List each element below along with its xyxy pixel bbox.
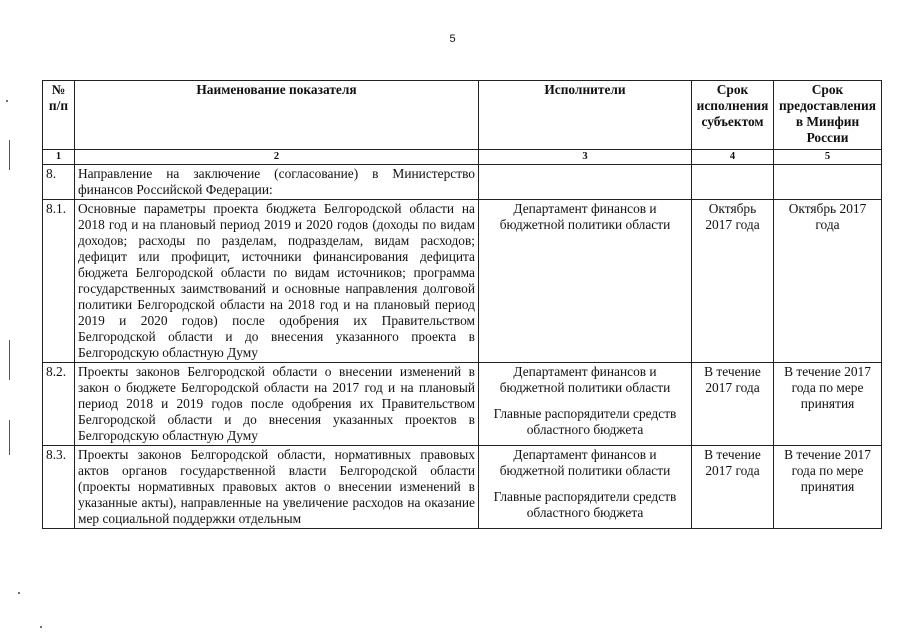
row-executors <box>479 200 692 363</box>
row-executor: Главные распорядители средств областного бюджета <box>493 489 677 520</box>
column-number-row <box>43 150 882 165</box>
scan-dot <box>18 592 20 594</box>
header-executors: Исполнители <box>479 81 692 150</box>
row-executor: Департамент финансов и бюджетной политики области <box>499 364 671 395</box>
column-number: 5 <box>774 150 882 165</box>
table-row <box>43 363 882 446</box>
row-num: 8.1. <box>43 200 75 363</box>
row-executors <box>479 165 692 200</box>
row-submit: В течение 2017 года по мере принятия <box>774 363 882 446</box>
header-submit: Срок предоставления в Минфин России <box>774 81 882 150</box>
table-row <box>43 446 882 529</box>
scan-margin-mark <box>9 340 10 380</box>
row-submit: Октябрь 2017 года <box>774 200 882 363</box>
row-deadline: В течение 2017 года <box>692 446 774 529</box>
scan-dot <box>40 626 42 628</box>
row-num: 8.2. <box>43 363 75 446</box>
page-number: 5 <box>449 33 456 45</box>
column-number: 2 <box>75 150 479 165</box>
table-header-row <box>43 81 882 150</box>
header-deadline: Срок исполнения субъектом <box>692 81 774 150</box>
row-deadline <box>692 165 774 200</box>
header-name: Наименование показателя <box>75 81 479 150</box>
row-name: Основные параметры проекта бюджета Белгородской области на 2018 год и на плановый период 2019 и 2020 годов (доходы по видам доходов; расходы по разделам, подразделам, видам расходов; дефицит или профицит, источники финансирования дефицита бюджета Белгородской области по видам источников; программа государственных заимствований и основные направления долговой политики Белгородской области на 2018 год и на плановый период 2019 и 2020 годов) после одобрения их Правительством Белгородской области и до внесения указанного проекта в Белгородскую областную Думу <box>75 200 479 363</box>
row-name: Направление на заключение (согласование) в Министерство финансов Российской Федерации: <box>75 165 479 200</box>
scan-margin-mark <box>9 420 10 455</box>
column-number: 3 <box>479 150 692 165</box>
row-num: 8.3. <box>43 446 75 529</box>
scan-margin-mark <box>9 140 10 170</box>
row-executor: Главные распорядители средств областного бюджета <box>493 406 677 437</box>
row-submit <box>774 165 882 200</box>
row-name: Проекты законов Белгородской области, нормативных правовых актов органов государственной власти Белгородской области (проекты нормативных правовых актов о внесении изменений в указанные акты), направленные на увеличение расходов на оказание мер социальной поддержки отдельным <box>75 446 479 529</box>
row-executors <box>479 363 692 446</box>
row-executor: Департамент финансов и бюджетной политики области <box>499 201 671 232</box>
row-name: Проекты законов Белгородской области о внесении изменений в закон о бюджете Белгородской области на 2017 год и на плановый период 2018 и 2019 годов после одобрения их Правительством Белгородской области и до внесения указанных проектов в Белгородскую областную Думу <box>75 363 479 446</box>
row-submit: В течение 2017 года по мере принятия <box>774 446 882 529</box>
row-executor: Департамент финансов и бюджетной политики области <box>499 447 671 478</box>
document-table <box>42 80 882 529</box>
row-deadline: В течение 2017 года <box>692 363 774 446</box>
column-number: 4 <box>692 150 774 165</box>
header-num: № п/п <box>43 81 75 150</box>
table-row <box>43 200 882 363</box>
column-number: 1 <box>43 150 75 165</box>
row-deadline: Октябрь 2017 года <box>692 200 774 363</box>
scan-dot <box>6 100 8 102</box>
row-num: 8. <box>43 165 75 200</box>
row-executors <box>479 446 692 529</box>
table-row <box>43 165 882 200</box>
